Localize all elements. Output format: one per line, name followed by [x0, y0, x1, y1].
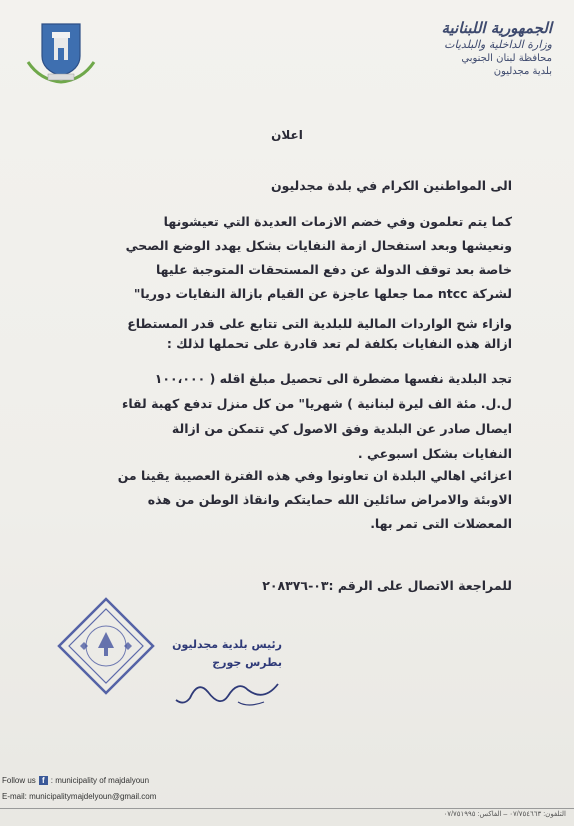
paragraph-line: المعضلات التى تمر بها.	[370, 516, 512, 531]
paragraph-line: وازاء شح الواردات المالية للبلدية التى تتابع على قدر المستطاع	[127, 316, 512, 331]
handwritten-signature	[168, 672, 288, 712]
paragraph-line: ايصال صادر عن البلدية وفق الاصول كي تتمكن من ازالة	[171, 421, 512, 436]
footer-divider	[0, 808, 574, 809]
letterhead-municipality: بلدية مجدليون	[493, 66, 552, 77]
facebook-handle[interactable]: : municipality of majdalyoun	[50, 776, 150, 785]
letterhead-governorate: محافظة لبنان الجنوبي	[461, 53, 552, 64]
announcement-title: اعلان	[271, 128, 303, 142]
municipality-logo	[20, 18, 102, 88]
paragraph-3	[42, 366, 512, 466]
page-footer	[0, 772, 574, 826]
letterhead-country: الجمهورية اللبنانية	[441, 19, 552, 37]
paragraph-line: ونعيشها وبعد استفحال ازمة النفايات بشكل يهدد الوضع الصحي	[125, 238, 512, 253]
paragraph-line: النفايات بشكل اسبوعي .	[357, 446, 512, 461]
email-line[interactable]: E-mail: municipalitymajdelyoun@gmail.com	[2, 792, 157, 801]
paragraph-line: ل.ل. مئة الف ليرة لبنانية ) شهريا" من كل منزل تدفع كهبة لقاء	[121, 396, 512, 411]
phone-fax-line: التلفون: ٠٧/٧٥٤٦٦٣ – الفاكس: ٠٧/٧٥١٩٩٥	[443, 811, 566, 818]
letterhead	[382, 18, 552, 78]
paragraph-line: كما يتم تعلمون وفي خضم الازمات العديدة التي تعيشونها	[163, 214, 512, 229]
follow-label: Follow us	[2, 776, 36, 785]
contact-line: للمراجعة الاتصال على الرقم :٠٣-٢٠٨٣٧٦	[262, 578, 512, 593]
social-follow	[2, 776, 149, 785]
paragraph-line: ازالة هذه النفايات بكلفة لم تعد قادرة على تحملها لذلك :	[166, 336, 512, 351]
paragraph-line: الاوبئة والامراض سائلين الله حمايتكم وانقاذ الوطن من هذه	[147, 492, 512, 507]
paragraph-1	[42, 210, 512, 306]
facebook-icon[interactable]: f	[39, 776, 48, 785]
paragraph-line: اعزائي اهالي البلدة ان تعاونوا وفي هذه الفترة العصيبة يقينا من	[117, 468, 512, 483]
signatory-role: رئيس بلدية مجدليون	[172, 638, 282, 651]
paragraph-line: تجد البلدية نفسها مضطرة الى تحصيل مبلغ اقله ( ١٠٠،٠٠٠	[154, 371, 512, 386]
signatory-name: بطرس جورج	[212, 656, 282, 669]
paragraph-2	[42, 314, 512, 354]
salutation: الى المواطنين الكرام في بلدة مجدليون	[270, 178, 512, 193]
paragraph-4	[42, 464, 512, 536]
paragraph-line: خاصة بعد توقف الدولة عن دفع المستحقات المتوجبة عليها	[155, 262, 512, 277]
paragraph-line: لشركة ntcc مما جعلها عاجزة عن القيام بازالة النفايات دوريا"	[133, 286, 512, 301]
letterhead-ministry: وزارة الداخلية والبلديات	[444, 38, 552, 51]
signature-block	[132, 636, 282, 672]
